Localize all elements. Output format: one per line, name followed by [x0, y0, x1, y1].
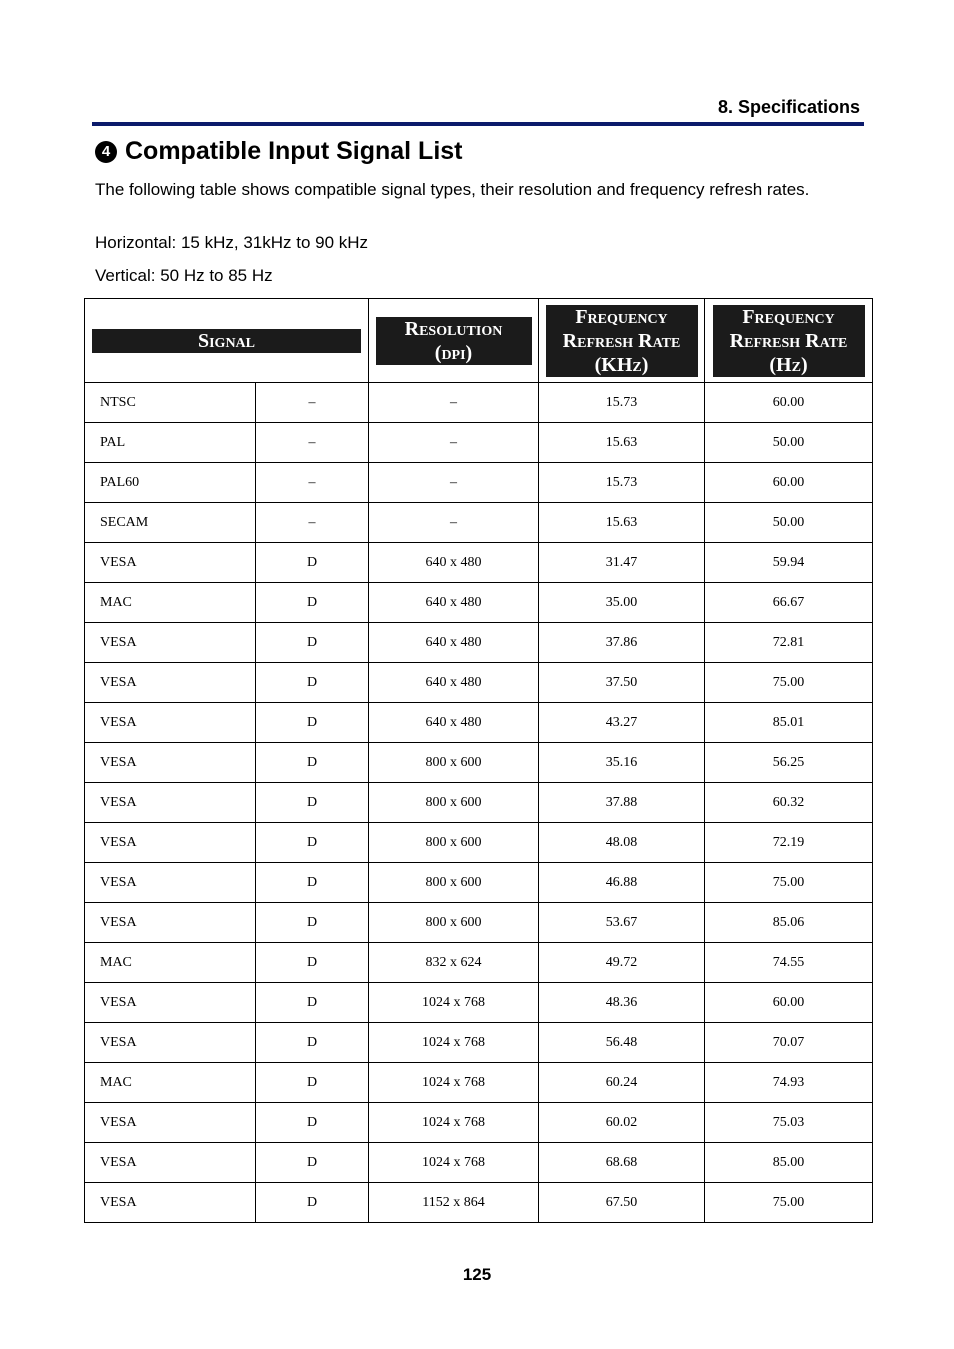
khz-cell: 49.72: [539, 943, 705, 983]
table-header-row: [85, 299, 873, 383]
table-row: [85, 583, 873, 623]
table-row: [85, 543, 873, 583]
hz-cell: 75.00: [705, 1183, 873, 1223]
type-cell: –: [256, 423, 369, 463]
signal-cell: VESA: [85, 823, 256, 863]
signal-cell: NTSC: [85, 383, 256, 423]
resolution-cell: 640 x 480: [369, 543, 539, 583]
hz-cell: 85.06: [705, 903, 873, 943]
page-number: 125: [462, 1265, 492, 1284]
khz-cell: 67.50: [539, 1183, 705, 1223]
signal-cell: VESA: [85, 543, 256, 583]
resolution-cell: 640 x 480: [369, 623, 539, 663]
khz-cell: 56.48: [539, 1023, 705, 1063]
type-cell: D: [256, 1063, 369, 1103]
khz-cell: 68.68: [539, 1143, 705, 1183]
hz-cell: 50.00: [705, 503, 873, 543]
header-hz-label: [713, 305, 865, 377]
hz-cell: 59.94: [705, 543, 873, 583]
resolution-cell: –: [369, 503, 539, 543]
hz-cell: 50.00: [705, 423, 873, 463]
type-cell: D: [256, 783, 369, 823]
header-resolution-line1: Resolution: [404, 317, 503, 340]
khz-cell: 15.63: [539, 503, 705, 543]
table-row: [85, 1103, 873, 1143]
signal-cell: MAC: [85, 583, 256, 623]
resolution-cell: 832 x 624: [369, 943, 539, 983]
vertical-range: Vertical: 50 Hz to 85 Hz: [95, 266, 273, 285]
hz-cell: 60.00: [705, 383, 873, 423]
signal-cell: VESA: [85, 1143, 256, 1183]
table-row: [85, 623, 873, 663]
khz-cell: 15.73: [539, 463, 705, 503]
type-cell: D: [256, 1143, 369, 1183]
table-row: [85, 703, 873, 743]
table-row: [85, 1063, 873, 1103]
resolution-cell: 800 x 600: [369, 823, 539, 863]
type-cell: D: [256, 663, 369, 703]
signal-cell: VESA: [85, 1103, 256, 1143]
khz-cell: 15.73: [539, 383, 705, 423]
khz-cell: 31.47: [539, 543, 705, 583]
resolution-cell: 1152 x 864: [369, 1183, 539, 1223]
type-cell: D: [256, 583, 369, 623]
signal-cell: VESA: [85, 1183, 256, 1223]
type-cell: D: [256, 1183, 369, 1223]
signal-cell: VESA: [85, 703, 256, 743]
type-cell: D: [256, 543, 369, 583]
signal-cell: PAL: [85, 423, 256, 463]
type-cell: D: [256, 1023, 369, 1063]
header-hz: [705, 299, 873, 383]
table-row: [85, 463, 873, 503]
khz-cell: 53.67: [539, 903, 705, 943]
header-khz-line3: (KHz): [594, 353, 649, 376]
hz-cell: 74.93: [705, 1063, 873, 1103]
resolution-cell: –: [369, 383, 539, 423]
khz-cell: 60.02: [539, 1103, 705, 1143]
signal-cell: SECAM: [85, 503, 256, 543]
type-cell: D: [256, 623, 369, 663]
table-row: [85, 503, 873, 543]
resolution-cell: 1024 x 768: [369, 1143, 539, 1183]
hz-cell: 60.00: [705, 983, 873, 1023]
table-row: [85, 943, 873, 983]
khz-cell: 37.86: [539, 623, 705, 663]
resolution-cell: –: [369, 463, 539, 503]
signal-cell: VESA: [85, 783, 256, 823]
header-resolution-label: [376, 317, 532, 365]
header-signal: [85, 299, 369, 383]
header-hz-line1: Frequency: [742, 305, 835, 328]
type-cell: –: [256, 503, 369, 543]
resolution-cell: 800 x 600: [369, 783, 539, 823]
hz-cell: 72.81: [705, 623, 873, 663]
table-row: [85, 383, 873, 423]
table-row: [85, 863, 873, 903]
khz-cell: 37.88: [539, 783, 705, 823]
signal-table-body: [85, 383, 873, 1223]
type-cell: D: [256, 983, 369, 1023]
resolution-cell: 1024 x 768: [369, 983, 539, 1023]
page-title: Compatible Input Signal List: [125, 137, 463, 165]
signal-cell: VESA: [85, 663, 256, 703]
signal-cell: MAC: [85, 1063, 256, 1103]
khz-cell: 35.00: [539, 583, 705, 623]
signal-cell: VESA: [85, 903, 256, 943]
header-hz-line3: (Hz): [769, 353, 808, 376]
horizontal-range: Horizontal: 15 kHz, 31kHz to 90 kHz: [95, 233, 369, 252]
hz-cell: 75.00: [705, 863, 873, 903]
table-row: [85, 1183, 873, 1223]
signal-cell: VESA: [85, 623, 256, 663]
table-row: [85, 1023, 873, 1063]
hz-cell: 56.25: [705, 743, 873, 783]
resolution-cell: 640 x 480: [369, 663, 539, 703]
hz-cell: 75.00: [705, 663, 873, 703]
resolution-cell: 800 x 600: [369, 743, 539, 783]
signal-cell: PAL60: [85, 463, 256, 503]
header-khz: [539, 299, 705, 383]
khz-cell: 60.24: [539, 1063, 705, 1103]
khz-cell: 48.36: [539, 983, 705, 1023]
signal-cell: VESA: [85, 863, 256, 903]
type-cell: D: [256, 903, 369, 943]
section-title: 8. Specifications: [717, 97, 860, 117]
table-row: [85, 783, 873, 823]
header-hz-line2: Refresh Rate: [729, 329, 848, 352]
type-cell: –: [256, 463, 369, 503]
intro-description: The following table shows compatible signal types, their resolution and frequency refresh rates.: [95, 180, 810, 199]
table-row: [85, 1143, 873, 1183]
signal-cell: VESA: [85, 983, 256, 1023]
hz-cell: 60.00: [705, 463, 873, 503]
signal-table: [84, 298, 873, 1223]
table-row: [85, 983, 873, 1023]
type-cell: D: [256, 823, 369, 863]
header-resolution-line2: (dpi): [434, 341, 473, 364]
table-row: [85, 743, 873, 783]
hz-cell: 75.03: [705, 1103, 873, 1143]
page-heading: [95, 137, 463, 166]
table-row: [85, 903, 873, 943]
header-khz-line2: Refresh Rate: [562, 329, 681, 352]
table-row: [85, 423, 873, 463]
hz-cell: 66.67: [705, 583, 873, 623]
resolution-cell: 1024 x 768: [369, 1103, 539, 1143]
header-signal-label: Signal: [92, 329, 361, 353]
type-cell: D: [256, 703, 369, 743]
type-cell: –: [256, 383, 369, 423]
table-row: [85, 823, 873, 863]
signal-cell: VESA: [85, 1023, 256, 1063]
khz-cell: 37.50: [539, 663, 705, 703]
type-cell: D: [256, 743, 369, 783]
khz-cell: 48.08: [539, 823, 705, 863]
khz-cell: 43.27: [539, 703, 705, 743]
khz-cell: 35.16: [539, 743, 705, 783]
resolution-cell: 800 x 600: [369, 903, 539, 943]
type-cell: D: [256, 943, 369, 983]
hz-cell: 85.00: [705, 1143, 873, 1183]
resolution-cell: 1024 x 768: [369, 1023, 539, 1063]
hz-cell: 74.55: [705, 943, 873, 983]
type-cell: D: [256, 1103, 369, 1143]
resolution-cell: 1024 x 768: [369, 1063, 539, 1103]
type-cell: D: [256, 863, 369, 903]
hz-cell: 70.07: [705, 1023, 873, 1063]
header-khz-label: [546, 305, 698, 377]
header-rule: [92, 122, 864, 126]
resolution-cell: 640 x 480: [369, 583, 539, 623]
numbered-circle-icon: 4: [95, 141, 117, 163]
table-row: [85, 663, 873, 703]
header-resolution: [369, 299, 539, 383]
hz-cell: 85.01: [705, 703, 873, 743]
khz-cell: 15.63: [539, 423, 705, 463]
resolution-cell: 800 x 600: [369, 863, 539, 903]
header-khz-line1: Frequency: [575, 305, 668, 328]
khz-cell: 46.88: [539, 863, 705, 903]
resolution-cell: 640 x 480: [369, 703, 539, 743]
signal-cell: VESA: [85, 743, 256, 783]
hz-cell: 60.32: [705, 783, 873, 823]
signal-cell: MAC: [85, 943, 256, 983]
resolution-cell: –: [369, 423, 539, 463]
hz-cell: 72.19: [705, 823, 873, 863]
